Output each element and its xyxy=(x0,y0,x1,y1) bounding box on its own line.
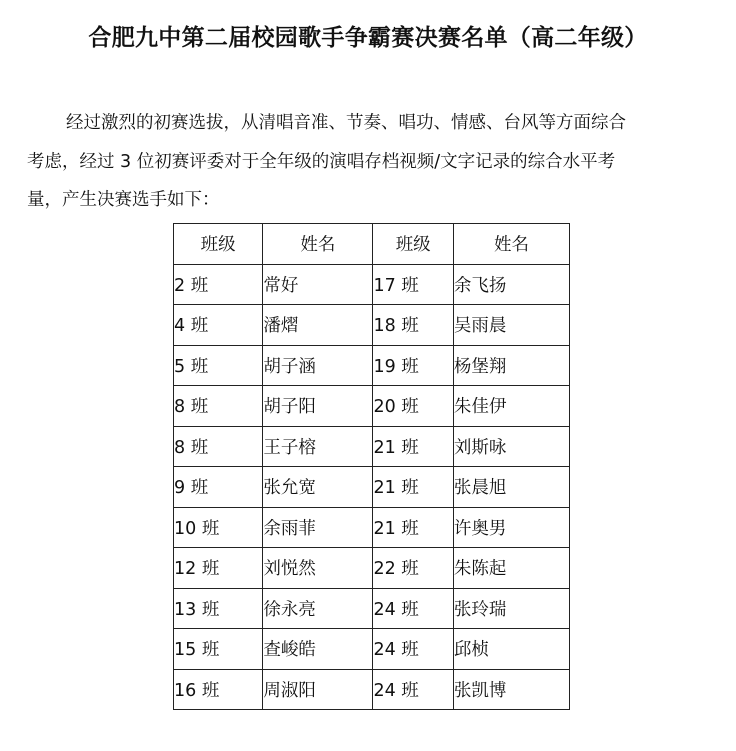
table-row xyxy=(174,386,570,427)
cell-name-right: 杨堡翔 xyxy=(453,345,569,386)
header-class-2: 班级 xyxy=(373,224,453,265)
table-row xyxy=(174,629,570,670)
cell-class-right: 21 班 xyxy=(373,426,453,467)
cell-class-left: 16 班 xyxy=(174,669,263,710)
cell-class-right: 24 班 xyxy=(373,629,453,670)
cell-name-right: 许奥男 xyxy=(453,507,569,548)
table-row xyxy=(174,507,570,548)
table-row xyxy=(174,548,570,589)
header-class-1: 班级 xyxy=(174,224,263,265)
table-row xyxy=(174,426,570,467)
cell-class-right: 21 班 xyxy=(373,467,453,508)
cell-class-left: 5 班 xyxy=(174,345,263,386)
cell-class-right: 19 班 xyxy=(373,345,453,386)
cell-name-left: 查峻皓 xyxy=(263,629,373,670)
cell-class-right: 17 班 xyxy=(373,264,453,305)
header-name-1: 姓名 xyxy=(263,224,373,265)
cell-class-left: 8 班 xyxy=(174,386,263,427)
intro-line-2: 考虑，经过 3 位初赛评委对于全年级的演唱存档视频/文字记录的综合水平考 xyxy=(27,151,616,172)
cell-class-left: 9 班 xyxy=(174,467,263,508)
cell-class-right: 21 班 xyxy=(373,507,453,548)
cell-name-left: 王子榕 xyxy=(263,426,373,467)
cell-name-right: 张凯博 xyxy=(453,669,569,710)
cell-class-left: 2 班 xyxy=(174,264,263,305)
cell-name-left: 潘熠 xyxy=(263,305,373,346)
cell-name-left: 胡子涵 xyxy=(263,345,373,386)
cell-name-left: 徐永亮 xyxy=(263,588,373,629)
header-name-2: 姓名 xyxy=(453,224,569,265)
table-body xyxy=(174,264,570,710)
cell-class-left: 10 班 xyxy=(174,507,263,548)
cell-name-right: 张晨旭 xyxy=(453,467,569,508)
cell-name-right: 邱桢 xyxy=(453,629,569,670)
finalists-table xyxy=(173,223,570,710)
cell-class-right: 22 班 xyxy=(373,548,453,589)
table-row xyxy=(174,305,570,346)
intro-paragraph xyxy=(27,104,713,220)
cell-class-right: 24 班 xyxy=(373,588,453,629)
cell-class-left: 15 班 xyxy=(174,629,263,670)
cell-name-right: 张玲瑞 xyxy=(453,588,569,629)
cell-class-left: 13 班 xyxy=(174,588,263,629)
cell-name-left: 胡子阳 xyxy=(263,386,373,427)
table-row xyxy=(174,345,570,386)
document-title: 合肥九中第二届校园歌手争霸赛决赛名单（高二年级） xyxy=(88,25,648,51)
cell-name-left: 刘悦然 xyxy=(263,548,373,589)
cell-class-right: 18 班 xyxy=(373,305,453,346)
table-row xyxy=(174,588,570,629)
table-row xyxy=(174,669,570,710)
intro-line-3: 量，产生决赛选手如下： xyxy=(27,190,220,210)
cell-class-left: 4 班 xyxy=(174,305,263,346)
cell-name-left: 常好 xyxy=(263,264,373,305)
cell-name-left: 张允宽 xyxy=(263,467,373,508)
table-header-row xyxy=(174,224,570,265)
table-row xyxy=(174,264,570,305)
intro-line-1: 经过激烈的初赛选拔，从清唱音准、节奏、唱功、情感、台风等方面综合 xyxy=(66,113,626,133)
cell-name-right: 刘斯咏 xyxy=(453,426,569,467)
cell-name-left: 余雨菲 xyxy=(263,507,373,548)
cell-name-right: 朱陈起 xyxy=(453,548,569,589)
cell-class-right: 20 班 xyxy=(373,386,453,427)
cell-class-left: 8 班 xyxy=(174,426,263,467)
cell-name-right: 朱佳伊 xyxy=(453,386,569,427)
table-row xyxy=(174,467,570,508)
cell-name-left: 周淑阳 xyxy=(263,669,373,710)
cell-name-right: 吴雨晨 xyxy=(453,305,569,346)
cell-class-right: 24 班 xyxy=(373,669,453,710)
cell-class-left: 12 班 xyxy=(174,548,263,589)
cell-name-right: 余飞扬 xyxy=(453,264,569,305)
